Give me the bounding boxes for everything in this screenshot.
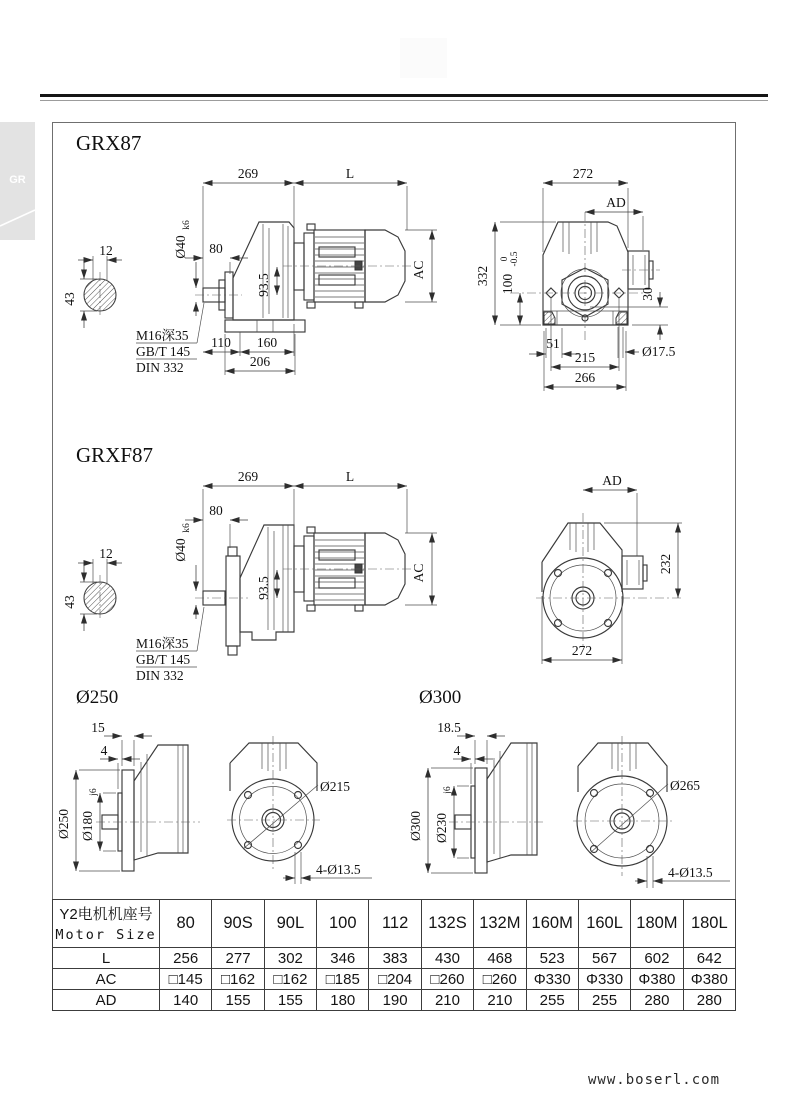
dim-key-width: 12 <box>99 546 113 561</box>
f250-side-view <box>56 720 200 871</box>
col-header: 160M <box>526 900 578 948</box>
side-tab-label: GR <box>9 174 26 186</box>
col-header: 132M <box>474 900 526 948</box>
table-cell: Φ330 <box>578 969 630 990</box>
table-cell: 180 <box>317 990 369 1011</box>
grxf87-side-dimensions <box>136 469 437 683</box>
header-rule-thin <box>40 100 768 101</box>
table-cell: 280 <box>683 990 735 1011</box>
dim-shaft-tol: k6 <box>182 523 192 533</box>
dim-232: 232 <box>658 553 673 575</box>
dim-51: 51 <box>546 336 560 351</box>
grxf87-drawing <box>52 430 736 688</box>
col-header: 80 <box>160 900 212 948</box>
table-cell: □260 <box>421 969 473 990</box>
dim-key-height: 43 <box>62 292 77 306</box>
col-header: 180M <box>631 900 683 948</box>
table-cell: 255 <box>578 990 630 1011</box>
label-tap: M16深35 <box>136 636 189 651</box>
dim-bolt-circle: Ø265 <box>670 778 700 793</box>
header-cn: Y2电机机座号 <box>59 905 153 923</box>
row-label: AC <box>53 969 160 990</box>
table-cell: 430 <box>421 948 473 969</box>
dim-spigot-depth: 4 <box>453 743 461 758</box>
col-header: 180L <box>683 900 735 948</box>
table-cell: □204 <box>369 969 421 990</box>
table-cell: 346 <box>317 948 369 969</box>
label-gb: GB/T 145 <box>136 652 191 667</box>
dim-206: 206 <box>249 354 271 369</box>
dim-272: 272 <box>572 166 594 181</box>
dim-272: 272 <box>571 643 593 658</box>
grx87-shaft-section <box>62 243 122 328</box>
table-cell: 602 <box>631 948 683 969</box>
dim-AC: AC <box>411 260 426 280</box>
section-title-f300: Ø300 <box>419 687 462 708</box>
dim-160: 160 <box>256 335 278 350</box>
dim-spigot-depth: 4 <box>100 743 108 758</box>
label-din: DIN 332 <box>136 360 184 375</box>
side-index-tab <box>0 122 35 240</box>
dim-hole-17-5: Ø17.5 <box>642 344 676 359</box>
watermark <box>400 38 447 78</box>
col-header: 100 <box>317 900 369 948</box>
label-gb: GB/T 145 <box>136 344 191 359</box>
table-cell: 155 <box>264 990 316 1011</box>
f300-front-view <box>573 736 730 888</box>
dim-spigot-dia: Ø230 <box>434 813 449 843</box>
table-cell: □145 <box>160 969 212 990</box>
label-tap: M16深35 <box>136 328 189 343</box>
dim-bolt-circle: Ø215 <box>320 779 350 794</box>
dim-332: 332 <box>475 265 490 287</box>
dim-269: 269 <box>237 166 259 181</box>
dim-266: 266 <box>574 370 596 385</box>
table-cell: 210 <box>421 990 473 1011</box>
table-cell: □162 <box>212 969 264 990</box>
table-row-AD <box>53 990 736 1011</box>
table-cell: 155 <box>212 990 264 1011</box>
motor-size-table <box>52 899 736 1011</box>
dim-AD: AD <box>602 473 622 488</box>
f250-front-view <box>227 736 372 884</box>
table-cell: 468 <box>474 948 526 969</box>
label-din: DIN 332 <box>136 668 184 683</box>
dim-key-height: 43 <box>62 595 77 609</box>
dim-93-5: 93.5 <box>256 576 271 600</box>
dim-269: 269 <box>237 469 259 484</box>
flange-options-drawing <box>52 685 736 898</box>
dim-100-tol-hi: 0 <box>500 256 510 262</box>
col-header: 160L <box>578 900 630 948</box>
table-cell: 642 <box>683 948 735 969</box>
table-header-row <box>53 900 736 948</box>
header-en: Motor Size <box>55 926 157 943</box>
table-row-AC <box>53 969 736 990</box>
dim-93-5: 93.5 <box>256 273 271 297</box>
dim-spigot-tol: j6 <box>443 786 453 794</box>
grxf87-shaft-section <box>62 546 122 631</box>
col-header: 90S <box>212 900 264 948</box>
side-tab-diagonal <box>0 122 35 240</box>
grxf87-front-view <box>536 513 682 648</box>
table-corner-header <box>53 900 160 948</box>
col-header: 90L <box>264 900 316 948</box>
dim-shaft-dia: Ø40 <box>173 235 188 259</box>
table-cell: 302 <box>264 948 316 969</box>
grx87-side-dimensions <box>136 166 437 375</box>
grxf87-front-dimensions <box>542 473 682 664</box>
section-title-f250: Ø250 <box>76 687 119 708</box>
col-header: 112 <box>369 900 421 948</box>
dim-80: 80 <box>209 241 223 256</box>
dim-flange-od: Ø300 <box>408 811 423 841</box>
grx87-front-view <box>510 212 660 340</box>
dim-key-width: 12 <box>99 243 113 258</box>
grxf87-side-view <box>195 525 412 655</box>
website-url: www.boserl.com <box>588 1072 721 1088</box>
table-cell: Φ380 <box>683 969 735 990</box>
dim-flange-od: Ø250 <box>56 809 71 839</box>
dim-100: 100 <box>500 273 515 295</box>
dim-AC: AC <box>411 563 426 583</box>
dim-bolt-holes: 4-Ø13.5 <box>316 862 361 877</box>
grx87-side-view <box>195 222 412 332</box>
dim-shaft-dia: Ø40 <box>173 538 188 562</box>
table-cell: Φ380 <box>631 969 683 990</box>
table-cell: 523 <box>526 948 578 969</box>
table-cell: 277 <box>212 948 264 969</box>
header-rule-thick <box>40 94 768 97</box>
table-cell: 190 <box>369 990 421 1011</box>
grx87-drawing <box>52 122 736 422</box>
table-cell: 567 <box>578 948 630 969</box>
dim-flange-thickness: 18.5 <box>437 720 461 735</box>
f300-side-view <box>408 720 545 873</box>
dim-L: L <box>345 469 355 484</box>
row-label: L <box>53 948 160 969</box>
row-label: AD <box>53 990 160 1011</box>
dim-flange-thickness: 15 <box>91 720 105 735</box>
table-cell: 383 <box>369 948 421 969</box>
table-cell: 280 <box>631 990 683 1011</box>
dim-110: 110 <box>211 335 231 350</box>
dim-spigot-tol: j6 <box>89 788 99 796</box>
table-cell: 255 <box>526 990 578 1011</box>
dim-L: L <box>345 166 355 181</box>
dim-215: 215 <box>574 350 596 365</box>
dim-80: 80 <box>209 503 223 518</box>
dim-spigot-dia: Ø180 <box>80 811 95 841</box>
table-cell: □162 <box>264 969 316 990</box>
dim-AD: AD <box>606 195 626 210</box>
table-cell: 256 <box>160 948 212 969</box>
dim-100-tol-lo: -0.5 <box>510 251 520 267</box>
table-row-L <box>53 948 736 969</box>
dim-bolt-holes: 4-Ø13.5 <box>668 865 713 880</box>
dim-shaft-tol: k6 <box>182 220 192 230</box>
table-cell: □260 <box>474 969 526 990</box>
section-title-grxf87: GRXF87 <box>76 443 154 467</box>
table-cell: 210 <box>474 990 526 1011</box>
table-cell: 140 <box>160 990 212 1011</box>
table-cell: □185 <box>317 969 369 990</box>
dim-30: 30 <box>640 287 655 301</box>
section-title-grx87: GRX87 <box>76 131 142 155</box>
col-header: 132S <box>421 900 473 948</box>
table-cell: Φ330 <box>526 969 578 990</box>
